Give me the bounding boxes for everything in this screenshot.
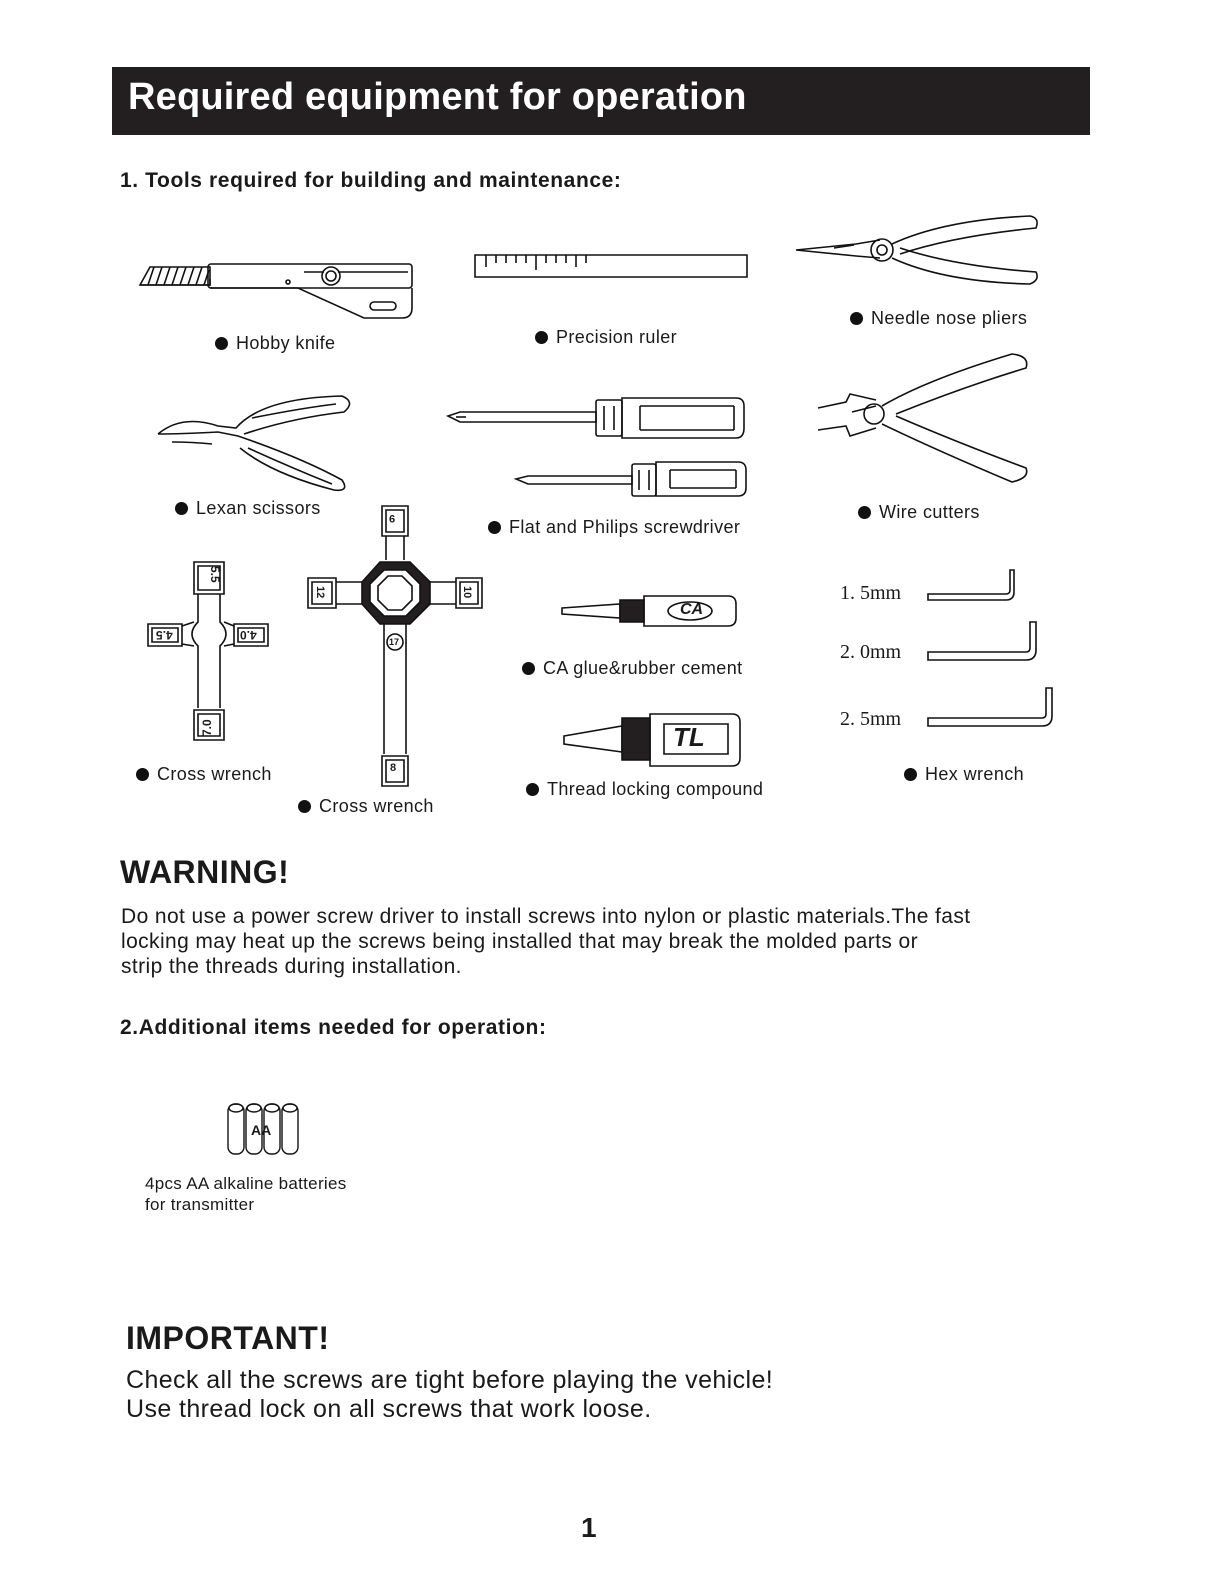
precision-ruler-illustration — [474, 254, 750, 280]
wrench-size-10: 10 — [461, 586, 473, 599]
hex-wrench-2-5-illustration — [926, 686, 1054, 730]
cross-wrench-small-label: Cross wrench — [136, 764, 272, 785]
bullet-icon — [522, 662, 535, 675]
hex-wrench-label: Hex wrench — [904, 764, 1024, 785]
wrench-size-8: 8 — [390, 762, 397, 774]
wrench-size-12: 12 — [314, 586, 326, 599]
section-1-heading: 1. Tools required for building and maintenance: — [120, 169, 622, 192]
wrench-size-left: 4.5 — [156, 628, 173, 642]
warning-heading: WARNING! — [120, 854, 290, 890]
bullet-icon — [175, 502, 188, 515]
bullet-icon — [488, 521, 501, 534]
hobby-knife-illustration — [138, 258, 418, 324]
wrench-size-right: 4.0 — [240, 628, 257, 642]
battery-caption-line-2: for transmitter — [145, 1195, 255, 1214]
important-heading: IMPORTANT! — [126, 1320, 330, 1356]
important-line-2: Use thread lock on all screws that work loose. — [126, 1395, 652, 1423]
ca-tube-text: CA — [680, 601, 704, 618]
thread-lock-label: Thread locking compound — [526, 779, 763, 800]
bullet-icon — [136, 768, 149, 781]
hex-size-2-0: 2. 0mm — [840, 641, 902, 663]
ca-glue-label: CA glue&rubber cement — [522, 658, 743, 679]
needle-nose-pliers-label: Needle nose pliers — [850, 308, 1027, 329]
needle-nose-pliers-illustration — [794, 210, 1044, 290]
cross-wrench-large-label: Cross wrench — [298, 796, 434, 817]
section-2-heading: 2.Additional items needed for operation: — [120, 1016, 547, 1039]
wrench-size-17: 17 — [389, 637, 400, 647]
battery-label: AA — [251, 1122, 272, 1138]
screwdriver-label: Flat and Philips screwdriver — [488, 517, 740, 538]
lexan-scissors-label: Lexan scissors — [175, 498, 321, 519]
bullet-icon — [298, 800, 311, 813]
bullet-icon — [526, 783, 539, 796]
hex-wrench-1-5-illustration — [926, 568, 1018, 604]
wire-cutters-illustration — [816, 350, 1038, 488]
warning-line-1: Do not use a power screw driver to install screws into nylon or plastic materials.The fast — [121, 905, 971, 928]
cross-wrench-small-illustration — [146, 560, 272, 744]
wrench-size-bottom: 7.0 — [200, 719, 214, 736]
hex-size-2-5: 2. 5mm — [840, 708, 902, 730]
bullet-icon — [535, 331, 548, 344]
page-number: 1 — [581, 1512, 597, 1543]
bullet-icon — [215, 337, 228, 350]
precision-ruler-label: Precision ruler — [535, 327, 677, 348]
bullet-icon — [904, 768, 917, 781]
lexan-scissors-illustration — [152, 388, 352, 496]
wrench-size-top: 5.5 — [208, 566, 222, 583]
battery-caption-line-1: 4pcs AA alkaline batteries — [145, 1174, 347, 1193]
page-title: Required equipment for operation — [128, 76, 747, 118]
warning-line-2: locking may heat up the screws being installed that may break the molded parts or — [121, 930, 918, 953]
wire-cutters-label: Wire cutters — [858, 502, 980, 523]
hex-size-1-5: 1. 5mm — [840, 582, 902, 604]
warning-line-3: strip the threads during installation. — [121, 955, 462, 978]
ca-glue-illustration — [558, 592, 740, 632]
hobby-knife-label: Hobby knife — [215, 333, 335, 354]
hex-wrench-2-0-illustration — [926, 620, 1038, 664]
thread-lock-illustration — [560, 712, 744, 768]
wrench-size-9: 9 — [389, 512, 396, 524]
bullet-icon — [850, 312, 863, 325]
tl-tube-text: TL — [673, 722, 705, 752]
screwdriver-illustration — [444, 392, 750, 502]
bullet-icon — [858, 506, 871, 519]
important-line-1: Check all the screws are tight before playing the vehicle! — [126, 1366, 774, 1394]
